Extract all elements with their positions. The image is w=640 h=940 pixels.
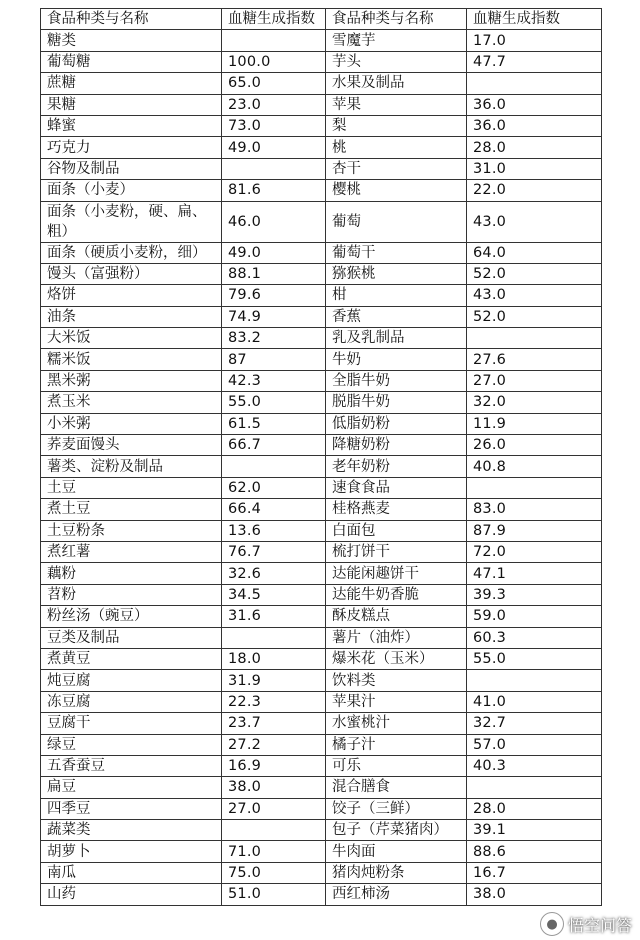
gi-value-right — [467, 328, 602, 349]
food-name-left: 煮黄豆 — [41, 648, 222, 669]
food-name-right: 速食食品 — [326, 477, 467, 498]
food-name-left: 烙饼 — [41, 285, 222, 306]
food-name-right: 梨 — [326, 115, 467, 136]
header-gi-2: 血糖生成指数 — [467, 9, 602, 30]
food-name-left: 煮玉米 — [41, 392, 222, 413]
table-row — [41, 30, 602, 51]
table-row — [41, 115, 602, 136]
gi-value-right: 36.0 — [467, 115, 602, 136]
gi-value-right: 47.7 — [467, 51, 602, 72]
gi-value-left: 88.1 — [222, 263, 326, 284]
glycemic-index-table — [40, 8, 602, 906]
gi-value-left: 87 — [222, 349, 326, 370]
watermark-text: 悟空问答 — [567, 915, 632, 935]
gi-value-left: 49.0 — [222, 137, 326, 158]
gi-value-left: 13.6 — [222, 520, 326, 541]
food-name-left: 蔬菜类 — [41, 820, 222, 841]
food-name-left: 苕粉 — [41, 584, 222, 605]
gi-value-right: 16.7 — [467, 862, 602, 883]
table-row — [41, 798, 602, 819]
table-row — [41, 755, 602, 776]
food-name-left: 糯米饭 — [41, 349, 222, 370]
gi-value-left: 32.6 — [222, 563, 326, 584]
gi-value-right: 59.0 — [467, 606, 602, 627]
table-row — [41, 713, 602, 734]
table-row — [41, 158, 602, 179]
food-name-right: 猪肉炖粉条 — [326, 862, 467, 883]
gi-value-left: 46.0 — [222, 201, 326, 242]
table-row — [41, 370, 602, 391]
food-name-left: 土豆粉条 — [41, 520, 222, 541]
gi-value-right: 43.0 — [467, 285, 602, 306]
table-row — [41, 73, 602, 94]
table-row — [41, 201, 602, 242]
food-name-right: 牛肉面 — [326, 841, 467, 862]
food-name-left: 谷物及制品 — [41, 158, 222, 179]
food-name-left: 煮土豆 — [41, 499, 222, 520]
gi-value-right: 39.1 — [467, 820, 602, 841]
table-row — [41, 413, 602, 434]
gi-value-right: 40.3 — [467, 755, 602, 776]
gi-value-right: 40.8 — [467, 456, 602, 477]
table-row — [41, 263, 602, 284]
food-name-right: 乳及乳制品 — [326, 328, 467, 349]
food-name-right: 芋头 — [326, 51, 467, 72]
table-row — [41, 306, 602, 327]
table-row — [41, 841, 602, 862]
food-name-left: 大米饭 — [41, 328, 222, 349]
food-name-left: 扁豆 — [41, 777, 222, 798]
food-name-right: 爆米花（玉米） — [326, 648, 467, 669]
watermark — [540, 912, 632, 936]
food-name-left: 糖类 — [41, 30, 222, 51]
food-name-left: 黑米粥 — [41, 370, 222, 391]
food-name-left: 蔗糖 — [41, 73, 222, 94]
food-name-left: 薯类、淀粉及制品 — [41, 456, 222, 477]
gi-value-left — [222, 627, 326, 648]
food-name-right: 老年奶粉 — [326, 456, 467, 477]
food-name-left: 煮红薯 — [41, 541, 222, 562]
food-name-right: 可乐 — [326, 755, 467, 776]
table-row — [41, 242, 602, 263]
gi-value-left: 23.0 — [222, 94, 326, 115]
table-row — [41, 456, 602, 477]
food-name-right: 全脂牛奶 — [326, 370, 467, 391]
gi-value-right: 39.3 — [467, 584, 602, 605]
food-name-right: 酥皮糕点 — [326, 606, 467, 627]
table-row — [41, 94, 602, 115]
gi-value-left: 79.6 — [222, 285, 326, 306]
food-name-right: 橘子汁 — [326, 734, 467, 755]
food-name-right: 水蜜桃汁 — [326, 713, 467, 734]
gi-value-right: 22.0 — [467, 180, 602, 201]
food-name-right: 葡萄干 — [326, 242, 467, 263]
gi-value-right: 72.0 — [467, 541, 602, 562]
food-name-left: 炖豆腐 — [41, 670, 222, 691]
gi-value-right — [467, 477, 602, 498]
gi-value-left: 16.9 — [222, 755, 326, 776]
food-name-left: 面条（小麦粉，硬、扁、粗） — [41, 201, 222, 242]
header-food-name-2: 食品种类与名称 — [326, 9, 467, 30]
food-name-left: 豆腐干 — [41, 713, 222, 734]
gi-value-right: 52.0 — [467, 306, 602, 327]
food-name-right: 梳打饼干 — [326, 541, 467, 562]
food-name-right: 脱脂牛奶 — [326, 392, 467, 413]
gi-value-right: 27.6 — [467, 349, 602, 370]
table-row — [41, 499, 602, 520]
food-name-right: 柑 — [326, 285, 467, 306]
gi-value-left — [222, 158, 326, 179]
food-name-right: 低脂奶粉 — [326, 413, 467, 434]
food-name-left: 四季豆 — [41, 798, 222, 819]
table-row — [41, 734, 602, 755]
table-row — [41, 180, 602, 201]
gi-value-right: 11.9 — [467, 413, 602, 434]
table-row — [41, 584, 602, 605]
food-name-left: 粉丝汤（豌豆） — [41, 606, 222, 627]
table-row — [41, 648, 602, 669]
gi-value-left: 66.4 — [222, 499, 326, 520]
gi-value-left: 76.7 — [222, 541, 326, 562]
gi-value-right: 27.0 — [467, 370, 602, 391]
gi-value-left: 81.6 — [222, 180, 326, 201]
gi-value-left: 73.0 — [222, 115, 326, 136]
gi-value-left: 22.3 — [222, 691, 326, 712]
food-name-left: 冻豆腐 — [41, 691, 222, 712]
food-name-right: 樱桃 — [326, 180, 467, 201]
gi-value-right: 87.9 — [467, 520, 602, 541]
food-name-right: 饺子（三鲜） — [326, 798, 467, 819]
food-name-left: 山药 — [41, 884, 222, 905]
wukong-logo-icon: ● — [540, 912, 564, 936]
table-row — [41, 285, 602, 306]
food-name-left: 藕粉 — [41, 563, 222, 584]
food-name-left: 绿豆 — [41, 734, 222, 755]
food-name-right: 包子（芹菜猪肉） — [326, 820, 467, 841]
table-row — [41, 820, 602, 841]
header-gi-1: 血糖生成指数 — [222, 9, 326, 30]
gi-value-left: 75.0 — [222, 862, 326, 883]
gi-value-left — [222, 456, 326, 477]
gi-value-right: 41.0 — [467, 691, 602, 712]
food-name-left: 馒头（富强粉） — [41, 263, 222, 284]
table-row — [41, 392, 602, 413]
food-name-right: 牛奶 — [326, 349, 467, 370]
table-row — [41, 884, 602, 905]
gi-value-left — [222, 820, 326, 841]
gi-value-left: 23.7 — [222, 713, 326, 734]
gi-value-right: 32.7 — [467, 713, 602, 734]
table-row — [41, 627, 602, 648]
food-name-right: 西红柿汤 — [326, 884, 467, 905]
gi-value-left: 18.0 — [222, 648, 326, 669]
gi-value-right: 36.0 — [467, 94, 602, 115]
gi-value-right: 52.0 — [467, 263, 602, 284]
gi-value-left: 55.0 — [222, 392, 326, 413]
table-header-row — [41, 9, 602, 30]
gi-value-right — [467, 73, 602, 94]
food-name-right: 桂格燕麦 — [326, 499, 467, 520]
gi-value-right: 31.0 — [467, 158, 602, 179]
food-name-right: 葡萄 — [326, 201, 467, 242]
food-name-left: 葡萄糖 — [41, 51, 222, 72]
gi-value-left: 42.3 — [222, 370, 326, 391]
gi-value-left: 61.5 — [222, 413, 326, 434]
food-name-left: 胡萝卜 — [41, 841, 222, 862]
gi-value-left: 74.9 — [222, 306, 326, 327]
gi-value-left: 51.0 — [222, 884, 326, 905]
gi-value-right: 26.0 — [467, 435, 602, 456]
gi-value-right: 55.0 — [467, 648, 602, 669]
table-row — [41, 862, 602, 883]
gi-value-right: 38.0 — [467, 884, 602, 905]
gi-value-left: 66.7 — [222, 435, 326, 456]
food-name-left: 油条 — [41, 306, 222, 327]
food-name-right: 饮料类 — [326, 670, 467, 691]
gi-value-left — [222, 30, 326, 51]
gi-value-right — [467, 777, 602, 798]
food-name-left: 小米粥 — [41, 413, 222, 434]
table-row — [41, 777, 602, 798]
gi-value-left: 71.0 — [222, 841, 326, 862]
gi-value-right: 60.3 — [467, 627, 602, 648]
table-row — [41, 541, 602, 562]
gi-value-left: 100.0 — [222, 51, 326, 72]
food-name-right: 雪魔芋 — [326, 30, 467, 51]
food-name-left: 五香蚕豆 — [41, 755, 222, 776]
gi-value-right: 43.0 — [467, 201, 602, 242]
food-name-right: 水果及制品 — [326, 73, 467, 94]
food-name-left: 面条（硬质小麦粉，细） — [41, 242, 222, 263]
table-row — [41, 520, 602, 541]
gi-value-right: 28.0 — [467, 137, 602, 158]
gi-value-left: 27.0 — [222, 798, 326, 819]
gi-value-right: 32.0 — [467, 392, 602, 413]
food-name-right: 苹果 — [326, 94, 467, 115]
food-name-right: 桃 — [326, 137, 467, 158]
food-name-right: 达能牛奶香脆 — [326, 584, 467, 605]
food-name-right: 香蕉 — [326, 306, 467, 327]
food-name-right: 混合膳食 — [326, 777, 467, 798]
gi-value-right: 88.6 — [467, 841, 602, 862]
gi-value-right: 57.0 — [467, 734, 602, 755]
gi-value-left: 62.0 — [222, 477, 326, 498]
food-name-right: 降糖奶粉 — [326, 435, 467, 456]
gi-value-right: 64.0 — [467, 242, 602, 263]
table-row — [41, 606, 602, 627]
food-name-right: 达能闲趣饼干 — [326, 563, 467, 584]
table-row — [41, 137, 602, 158]
food-name-right: 猕猴桃 — [326, 263, 467, 284]
food-name-left: 南瓜 — [41, 862, 222, 883]
food-name-left: 面条（小麦） — [41, 180, 222, 201]
gi-value-left: 83.2 — [222, 328, 326, 349]
food-name-left: 蜂蜜 — [41, 115, 222, 136]
table-row — [41, 563, 602, 584]
gi-value-right — [467, 670, 602, 691]
table-row — [41, 477, 602, 498]
gi-value-right: 47.1 — [467, 563, 602, 584]
table-row — [41, 328, 602, 349]
food-name-right: 白面包 — [326, 520, 467, 541]
table-row — [41, 691, 602, 712]
table-row — [41, 435, 602, 456]
food-name-right: 薯片（油炸） — [326, 627, 467, 648]
gi-value-right: 17.0 — [467, 30, 602, 51]
gi-value-left: 38.0 — [222, 777, 326, 798]
gi-value-right: 28.0 — [467, 798, 602, 819]
food-name-right: 苹果汁 — [326, 691, 467, 712]
gi-value-left: 31.6 — [222, 606, 326, 627]
gi-value-right: 83.0 — [467, 499, 602, 520]
gi-value-left: 34.5 — [222, 584, 326, 605]
food-name-left: 果糖 — [41, 94, 222, 115]
gi-value-left: 27.2 — [222, 734, 326, 755]
food-name-left: 豆类及制品 — [41, 627, 222, 648]
food-name-left: 荞麦面馒头 — [41, 435, 222, 456]
gi-value-left: 65.0 — [222, 73, 326, 94]
table-row — [41, 670, 602, 691]
gi-value-left: 49.0 — [222, 242, 326, 263]
table-row — [41, 51, 602, 72]
header-food-name-1: 食品种类与名称 — [41, 9, 222, 30]
food-name-left: 土豆 — [41, 477, 222, 498]
gi-value-left: 31.9 — [222, 670, 326, 691]
table-row — [41, 349, 602, 370]
food-name-right: 杏干 — [326, 158, 467, 179]
food-name-left: 巧克力 — [41, 137, 222, 158]
